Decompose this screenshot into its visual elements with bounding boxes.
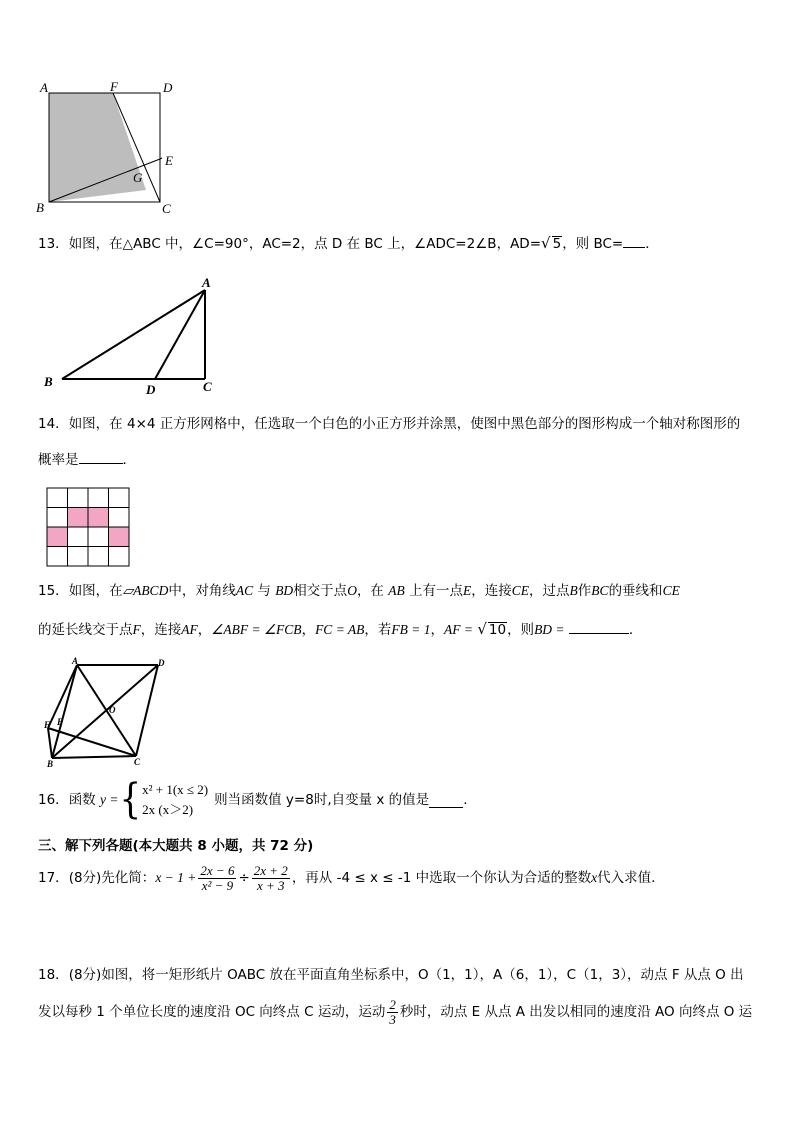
q13-answer-blank[interactable] [623,233,645,248]
frac-numerator: 2x + 2 [253,862,288,878]
q15-end: ． [628,622,643,638]
q16-y-eq: y = [99,792,119,807]
question-18-line2 [38,992,752,1032]
q15-parallelogram: ▱ABCD [122,583,169,598]
q16-answer-blank[interactable] [429,793,463,808]
question-15-line2 [38,619,642,639]
segment-BD [52,665,158,758]
q13-text-b: ，则 BC= [562,236,624,252]
grid-cell [109,508,130,528]
label-B: B [36,200,44,215]
grid-cell [88,527,109,547]
q17-x: x [591,870,598,885]
segment-FC [48,728,136,756]
shaded-region [49,93,146,202]
label-B: B [44,374,53,389]
label-F: F [44,720,51,730]
q15-text: ，连接 [471,583,512,599]
q16-cases [142,780,208,820]
q15-text: 的垂线和 [608,583,663,599]
frac-denominator: x² − 9 [201,877,234,893]
q14-line2: 概率是 [38,452,79,468]
q16-text: 则当函数值 y=8时,自变量 x 的值是 [214,792,430,808]
q15-angles: ∠ABF = ∠FCB [211,622,302,637]
q17-expr-start: x − 1 + [155,870,197,885]
sqrt-symbol: √ [477,620,487,638]
q14-line1: 如图，在 4×4 正方形网格中，任选取一个白色的小正方形并涂黑，使图中黑色部分的图形构成一个轴对称图形的 [68,416,741,432]
label-G: G [133,170,143,185]
q15-text: ， [430,622,445,638]
q15-answer-blank[interactable] [569,619,629,634]
grid-cell [68,488,89,508]
segment-AD [155,290,205,379]
grid-cell [47,547,68,567]
label-E: E [57,717,64,727]
segment-AB [62,290,205,379]
q15-o: O [347,583,357,598]
q18-points: (8分) [68,967,102,983]
q15-bd-eq: BD = [534,622,565,637]
label-A: A [72,656,79,666]
q13-text-a: 如图，在△ABC 中，∠C=90°，AC=2，点 D 在 BC 上，∠ADC=2∠B，AD= [68,236,542,252]
segment-BC [52,756,136,758]
q15-text: 如图，在 [68,583,123,599]
q15-text: 相交于点 [293,583,348,599]
q13-end: ． [645,236,659,252]
label-D: D [158,658,165,668]
question-16 [38,778,467,822]
question-15-line1 [38,582,680,600]
question-14-line2 [38,449,136,469]
q16-end: . [463,792,468,808]
q13-sqrt-value: 5 [552,236,562,252]
q15-text: ，若 [364,622,392,638]
question-18-line1 [38,966,744,984]
q18-line2-b: 秒时，动点 E 从点 A 出发以相同的速度沿 AO 向终点 O 运 [399,1004,753,1020]
q15-text: 与 [257,583,271,599]
question-14-line1 [38,415,740,433]
q15-af-eq: AF = [444,622,474,637]
q15-text: ， [301,622,316,638]
label-D: D [146,382,156,397]
frac-numerator: 2x − 6 [200,862,235,878]
q14-answer-blank[interactable] [79,449,123,464]
q18-number: 18． [38,967,69,983]
q15-ce: CE [662,583,680,598]
q15-b: B [569,583,578,598]
q15-text: ，则 [507,622,535,638]
q18-line1: 如图，将一矩形纸片 OABC 放在平面直角坐标系中，O（1，1），A（6，1），C（1，3），动点 F 从点 O 出 [101,967,744,983]
section-heading: 三、解下列各题(本大题共 8 小题，共 72 分) [38,838,314,854]
q16-number: 16． [38,792,69,808]
q13-number: 13． [38,236,69,252]
q15-ac: AC [235,583,254,598]
q17-text: 先化简： [101,870,156,886]
label-C: C [162,201,171,216]
fig14-grid-figure [46,487,132,567]
q15-fc-ab: FC = AB [315,622,365,637]
q16-case1: x² + 1(x ≤ 2) [142,782,209,797]
grid-cell [68,547,89,567]
q15-text: ， [197,622,212,638]
grid-cell [47,508,68,528]
q17-number: 17． [38,870,69,886]
frac-denominator: x + 3 [257,877,285,893]
q15-ab: AB [388,583,405,598]
q15-f: F [132,622,141,637]
brace-icon: { [119,776,142,824]
question-13 [38,233,659,253]
q14-number: 14． [38,416,69,432]
q15-number: 15． [38,583,69,599]
grid-cell-shaded [88,508,109,528]
grid-cell [68,527,89,547]
fig12-square-figure [30,76,190,216]
q15-text: 中，对角线 [168,583,236,599]
q15-text: ，在 [356,583,384,599]
q15-af: AF [181,622,198,637]
q15-text: 上有一点 [409,583,464,599]
q15-sqrt-value: 10 [488,622,507,638]
frac-denominator: 3 [389,1011,396,1027]
q15-ce: CE [511,583,530,598]
q17-fraction-2 [252,864,290,893]
label-A: A [202,275,211,290]
q18-line2-a: 发以每秒 1 个单位长度的速度沿 OC 向终点 C 运动，运动 [38,1004,386,1020]
q15-text: 的延长线交于点 [38,622,133,638]
label-E: E [165,153,173,168]
label-O: O [109,705,116,715]
segment-FB [48,728,52,758]
q18-fraction [387,998,398,1027]
q16-prefix: 函数 [68,792,96,808]
q15-e: E [463,583,472,598]
segment-DC [136,665,158,756]
q16-case2: 2x (x＞2) [142,802,194,817]
q15-bc: BC [591,583,609,598]
grid-cell [47,488,68,508]
grid-cell [109,488,130,508]
sqrt-symbol: √ [541,234,551,252]
q17-text: 代入求值. [597,870,656,886]
grid-cell [88,547,109,567]
label-F: F [110,79,118,94]
grid-cell-shaded [47,527,68,547]
frac-numerator: 2 [389,996,396,1012]
q15-fb: FB = 1 [391,622,431,637]
q17-fraction-1 [198,864,236,893]
label-B: B [47,759,54,769]
q14-end: ． [122,452,136,468]
fig13-triangle-figure [40,275,225,400]
q15-text: ，连接 [140,622,182,638]
q17-points: (8分) [68,870,102,886]
grid-cell-shaded [109,527,130,547]
label-D: D [163,80,173,95]
q15-text: ，过点 [529,583,570,599]
question-17 [38,856,655,900]
grid-cell-shaded [68,508,89,528]
q15-text: 作 [577,583,592,599]
q17-text: ，再从 -4 ≤ x ≤ -1 中选取一个你认为合适的整数 [291,870,592,886]
q15-bd: BD [275,583,294,598]
label-A: A [40,80,48,95]
grid-cell [109,547,130,567]
q17-div: ÷ [238,870,250,886]
label-C: C [134,757,141,767]
grid-cell [88,488,109,508]
label-C: C [203,379,212,394]
